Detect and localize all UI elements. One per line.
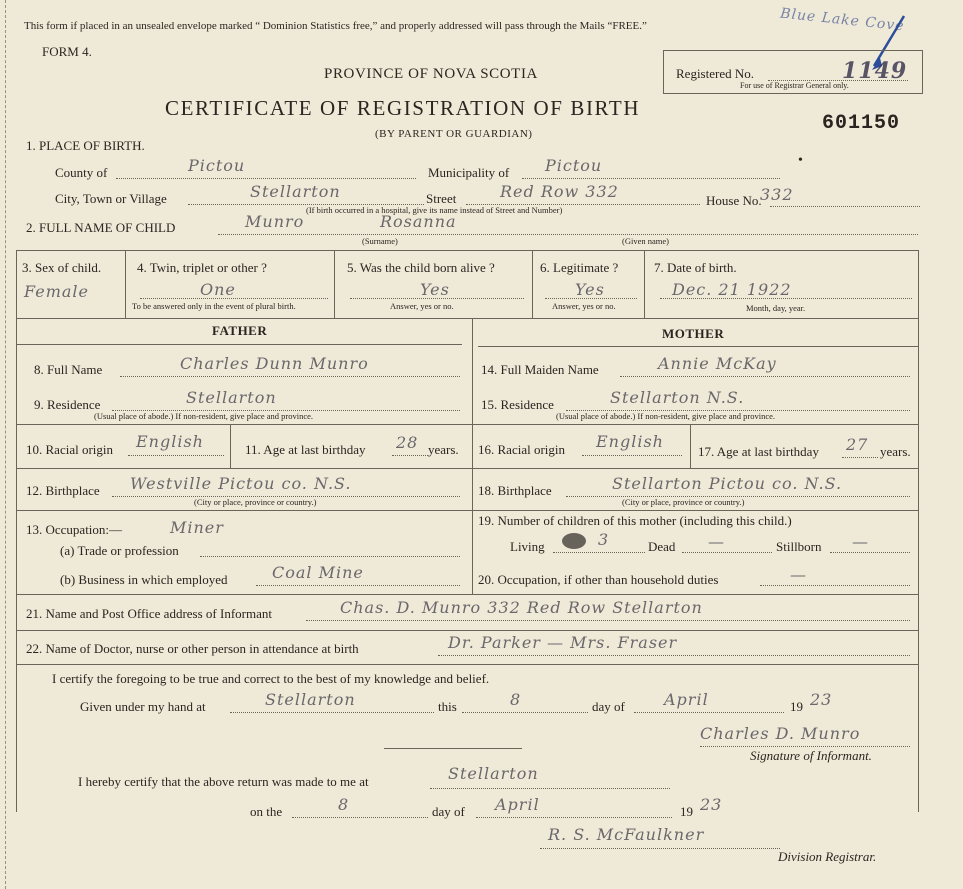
mother-name: Annie McKay	[658, 354, 777, 373]
business-label: (b) Business in which employed	[60, 572, 228, 587]
registrar-month: April	[495, 795, 540, 814]
s5-note: Answer, yes or no.	[390, 301, 454, 311]
county-label: County of	[55, 165, 108, 180]
mother-bp-note: (City or place, province or country.)	[622, 497, 745, 507]
stillborn-label: Stillborn	[776, 539, 822, 554]
mother-years: years.	[880, 444, 911, 459]
father-residence: Stellarton	[186, 388, 277, 407]
father-age-label: 11. Age at last birthday	[245, 442, 366, 457]
father-res-note: (Usual place of abode.) If non-resident, give place and province.	[94, 411, 314, 421]
registered-label: Registered No.	[676, 66, 754, 81]
father-name: Charles Dunn Munro	[180, 354, 369, 373]
certify-dayof-label: day of	[592, 699, 625, 714]
mother-res-label: 15. Residence	[481, 397, 554, 412]
s7-value: Dec. 21 1922	[672, 280, 792, 299]
city-value: Stellarton	[250, 182, 341, 201]
s22-label: 22. Name of Doctor, nurse or other person in attendance at birth	[26, 641, 359, 656]
s6-note: Answer, yes or no.	[552, 301, 616, 311]
registrar-year-prefix: 19	[680, 804, 693, 819]
mother-age-label: 17. Age at last birthday	[698, 444, 819, 459]
mother-heading: MOTHER	[662, 326, 725, 341]
mother-bp-label: 18. Birthplace	[478, 483, 552, 498]
father-heading: FATHER	[212, 323, 268, 338]
perforation-edge	[5, 0, 6, 889]
s3-label: 3. Sex of child.	[22, 260, 102, 275]
house-value: 332	[760, 185, 794, 204]
city-label: City, Town or Village	[55, 191, 167, 206]
informant-signature: Charles D. Munro	[700, 724, 861, 743]
father-res-label: 9. Residence	[34, 397, 101, 412]
registered-note: For use of Registrar General only.	[740, 81, 849, 90]
child-surname: Munro	[245, 212, 305, 231]
registrar-on-label: on the	[250, 804, 283, 819]
registrar-day: 8	[338, 795, 350, 814]
street-value: Red Row 332	[500, 182, 619, 201]
page-subtitle: (BY PARENT OR GUARDIAN)	[375, 128, 533, 140]
mother-name-label: 14. Full Maiden Name	[481, 362, 599, 377]
mother-race-label: 16. Racial origin	[478, 442, 566, 457]
mother-race: English	[596, 432, 664, 451]
s6-value: Yes	[575, 280, 605, 299]
father-business: Coal Mine	[272, 563, 364, 582]
living-value: 3	[598, 530, 610, 549]
s4-label: 4. Twin, triplet or other ?	[137, 260, 267, 275]
certify-text: I certify the foregoing to be true and correct to the best of my knowledge and belief.	[52, 671, 490, 686]
hospital-note: (If birth occurred in a hospital, give its name instead of Street and Number)	[306, 205, 563, 215]
s1-label: 1. PLACE OF BIRTH.	[26, 138, 145, 153]
trade-label: (a) Trade or profession	[60, 543, 179, 558]
s7-note: Month, day, year.	[746, 303, 806, 313]
father-birthplace: Westville Pictou co. N.S.	[130, 474, 352, 493]
father-race: English	[136, 432, 204, 451]
father-years: years.	[428, 442, 459, 457]
form-number: FORM 4.	[42, 44, 92, 59]
street-label: Street	[426, 191, 457, 206]
registrar-text: I hereby certify that the above return was made to me at	[78, 774, 369, 789]
certify-day: 8	[510, 690, 522, 709]
surname-note: (Surname)	[362, 236, 398, 246]
certify-place: Stellarton	[265, 690, 356, 709]
certify-year: 23	[810, 690, 833, 709]
municipality-label: Municipality of	[428, 165, 510, 180]
certify-this-label: this	[438, 699, 457, 714]
father-bp-label: 12. Birthplace	[26, 483, 100, 498]
mother-age: 27	[846, 435, 869, 454]
dead-label: Dead	[648, 539, 676, 554]
informant-signature-label: Signature of Informant.	[750, 748, 872, 763]
registered-value: 1149	[842, 58, 908, 84]
father-bp-note: (City or place, province or country.)	[194, 497, 317, 507]
county-value: Pictou	[188, 156, 246, 175]
s4-value: One	[200, 280, 236, 299]
s3-value: Female	[24, 282, 89, 301]
s6-label: 6. Legitimate ?	[540, 260, 619, 275]
registrar-place: Stellarton	[448, 764, 539, 783]
municipality-value: Pictou	[545, 156, 603, 175]
s2-label: 2. FULL NAME OF CHILD	[26, 220, 176, 235]
province-heading: PROVINCE OF NOVA SCOTIA	[324, 66, 538, 82]
certificate-number: 601150	[822, 112, 901, 135]
corner-note: Blue Lake Cove	[779, 5, 906, 35]
attendant-name: Dr. Parker — Mrs. Fraser	[448, 633, 678, 652]
father-age: 28	[396, 433, 419, 452]
living-label: Living	[510, 539, 545, 554]
house-label: House No.	[706, 193, 762, 208]
father-race-label: 10. Racial origin	[26, 442, 114, 457]
registrar-signature: R. S. McFaulkner	[548, 825, 705, 844]
dot-mark: •	[798, 153, 803, 168]
mother-birthplace: Stellarton Pictou co. N.S.	[612, 474, 843, 493]
mail-notice: This form if placed in an unsealed envelope marked “ Dominion Statistics free,” and properly addressed will pass through the Mails “FREE.”	[24, 20, 647, 32]
mother-occ-label: 20. Occupation, if other than household duties	[478, 572, 719, 587]
father-occ-label: 13. Occupation:—	[26, 522, 123, 537]
children-label: 19. Number of children of this mother (including this child.)	[478, 513, 792, 528]
registrar-year: 23	[700, 795, 723, 814]
s21-label: 21. Name and Post Office address of Informant	[26, 606, 272, 621]
registrar-dayof-label: day of	[432, 804, 465, 819]
s5-label: 5. Was the child born alive ?	[347, 260, 495, 275]
registrar-signature-label: Division Registrar.	[778, 849, 877, 864]
given-note: (Given name)	[622, 236, 669, 246]
page-title: CERTIFICATE OF REGISTRATION OF BIRTH	[165, 96, 641, 120]
mother-occupation: —	[790, 565, 807, 584]
father-name-label: 8. Full Name	[34, 362, 103, 377]
father-occupation: Miner	[170, 518, 224, 537]
s7-label: 7. Date of birth.	[654, 260, 737, 275]
certify-year-prefix: 19	[790, 699, 803, 714]
mother-residence: Stellarton N.S.	[610, 388, 745, 407]
given-label: Given under my hand at	[80, 699, 206, 714]
informant-address: Chas. D. Munro 332 Red Row Stellarton	[340, 598, 703, 617]
s4-note: To be answered only in the event of plural birth.	[132, 301, 296, 311]
dead-value: —	[708, 532, 725, 551]
child-given-name: Rosanna	[380, 212, 457, 231]
stillborn-value: —	[852, 532, 869, 551]
ink-blot	[562, 533, 586, 549]
certify-month: April	[664, 690, 709, 709]
s5-value: Yes	[420, 280, 450, 299]
mother-res-note: (Usual place of abode.) If non-resident, give place and province.	[556, 411, 776, 421]
